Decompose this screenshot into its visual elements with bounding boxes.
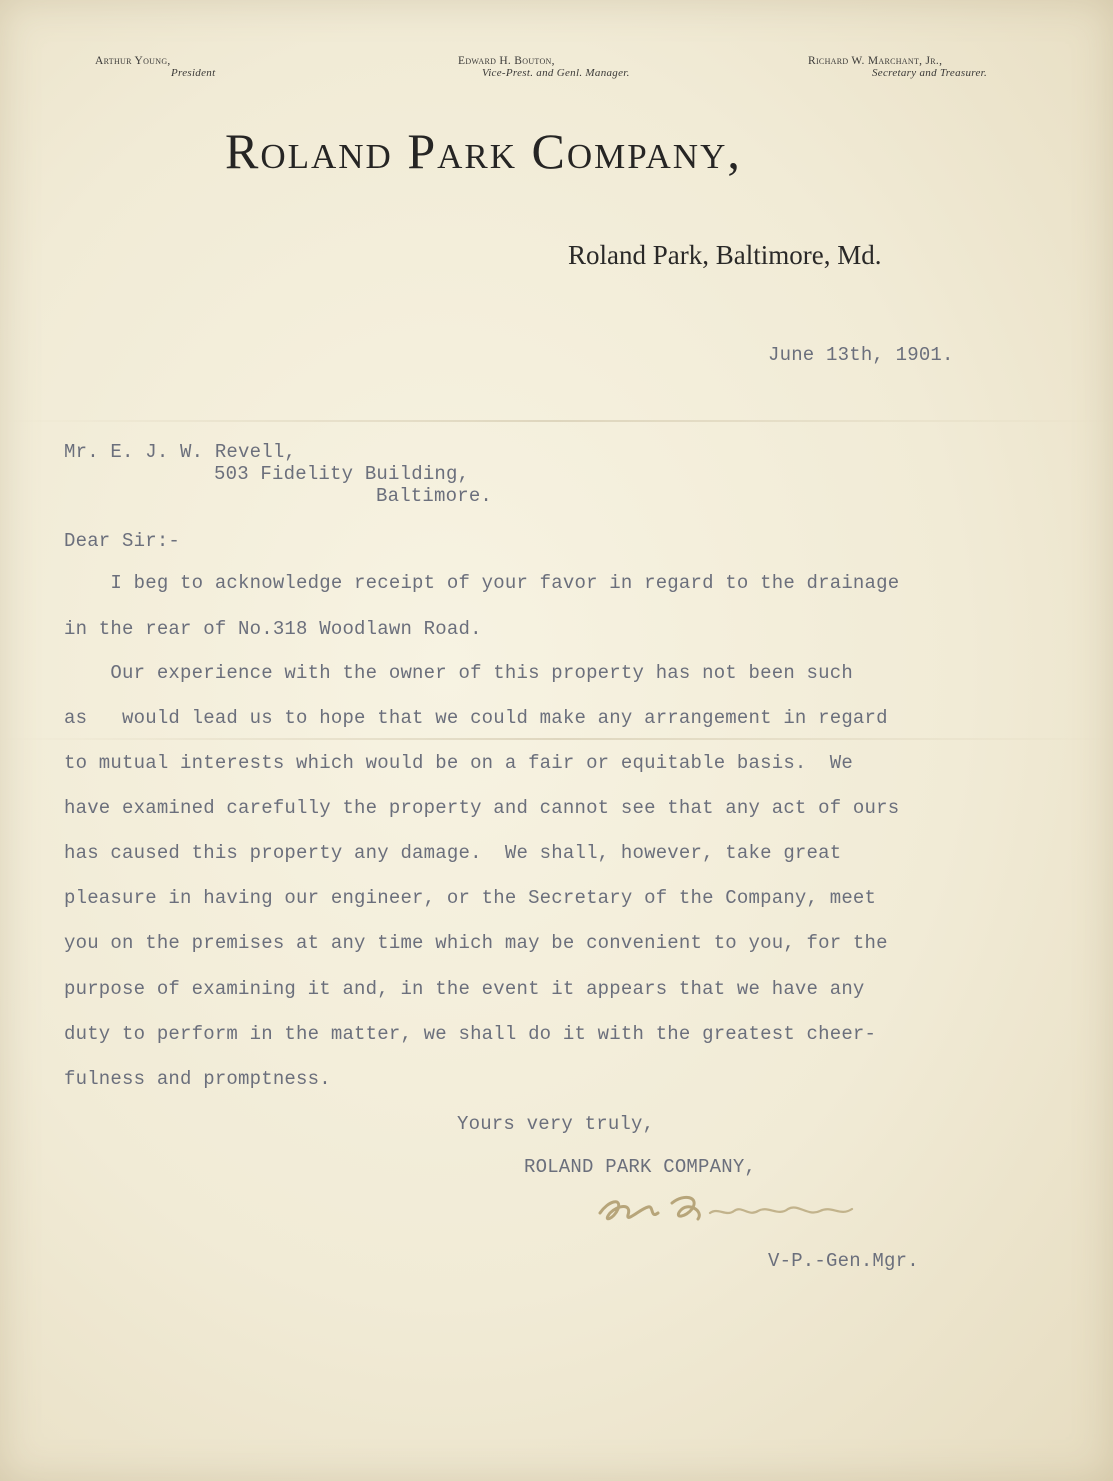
body-line: has caused this property any damage. We shall, however, take great <box>64 842 842 864</box>
officer-secretary <box>808 55 987 79</box>
salutation: Dear Sir:- <box>64 530 181 552</box>
body-line: have examined carefully the property and cannot see that any act of ours <box>64 797 900 819</box>
body-line: duty to perform in the matter, we shall do it with the greatest cheer- <box>64 1023 877 1045</box>
body-line: Our experience with the owner of this property has not been such <box>64 662 853 684</box>
body-line: pleasure in having our engineer, or the Secretary of the Company, meet <box>64 887 877 909</box>
paper-fold <box>0 420 1113 422</box>
paper-fold <box>0 738 1113 740</box>
officer-role: Vice-Prest. and Genl. Manager. <box>482 67 630 79</box>
body-line: you on the premises at any time which may be convenient to you, for the <box>64 932 888 954</box>
company-location: Roland Park, Baltimore, Md. <box>568 240 882 270</box>
officer-name: Richard W. Marchant, Jr., <box>808 55 943 67</box>
handwritten-signature <box>588 1183 888 1231</box>
signature-company: ROLAND PARK COMPANY, <box>524 1156 757 1178</box>
officer-role: Secretary and Treasurer. <box>872 67 988 79</box>
recipient-street: 503 Fidelity Building, <box>214 463 470 485</box>
body-line: I beg to acknowledge receipt of your favor in regard to the drainage <box>64 572 900 594</box>
body-line: fulness and promptness. <box>64 1068 331 1090</box>
closing: Yours very truly, <box>457 1113 655 1135</box>
company-name: Roland Park Company, <box>225 123 742 179</box>
signature-title: V-P.-Gen.Mgr. <box>768 1250 919 1272</box>
body-line: purpose of examining it and, in the event it appears that we have any <box>64 978 865 1000</box>
officer-president <box>95 55 215 79</box>
officer-role: President <box>171 67 216 79</box>
officer-name: Arthur Young, <box>95 55 171 67</box>
officer-name: Edward H. Bouton, <box>458 55 555 67</box>
recipient-city: Baltimore. <box>376 485 493 507</box>
body-line: as would lead us to hope that we could make any arrangement in regard <box>64 707 888 729</box>
recipient-name: Mr. E. J. W. Revell, <box>64 441 297 463</box>
letter-date: June 13th, 1901. <box>768 344 954 366</box>
body-line: to mutual interests which would be on a fair or equitable basis. We <box>64 752 853 774</box>
officer-vice-president <box>458 55 630 79</box>
body-line: in the rear of No.318 Woodlawn Road. <box>64 618 482 640</box>
